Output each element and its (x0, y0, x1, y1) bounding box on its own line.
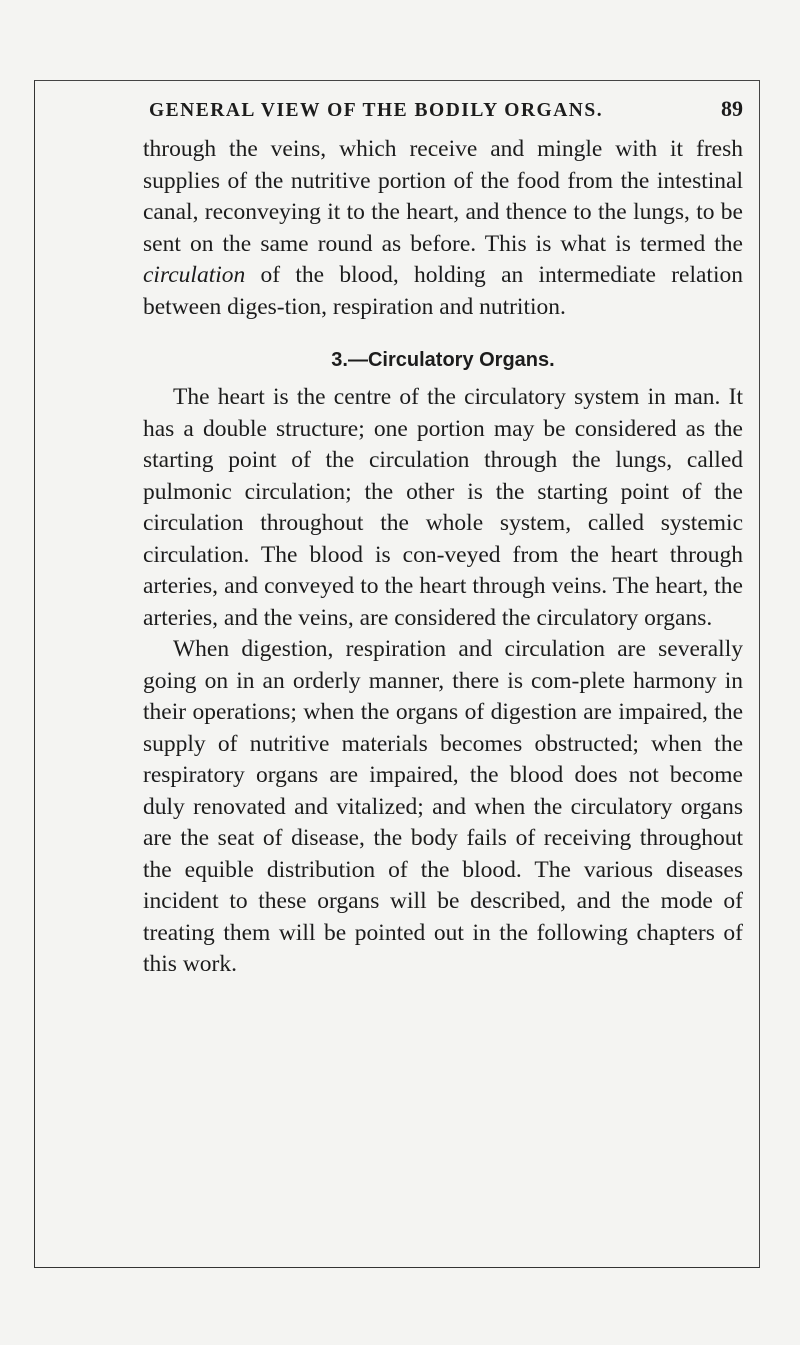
paragraph-harmony: When digestion, respiration and circulation are severally going on in an orderly manner, there is com-plete harmony in their operations; when the organs of digestion are impaired, the supply of nutritive materials becomes obstructed; when the respiratory organs are impaired, the blood does not become duly renovated and vitalized; and when the circulatory organs are the seat of disease, the body fails of receiving throughout the equible distribution of the blood. The various diseases incident to these organs will be described, and the mode of treating them will be pointed out in the following chapters of this work. (143, 636, 743, 977)
emphasized-term: circulation (143, 262, 246, 288)
paragraph-circulation-summary (143, 134, 743, 323)
page-number: 89 (721, 96, 743, 121)
section-heading: 3.—Circulatory Organs. (331, 349, 555, 371)
running-head-title: GENERAL VIEW OF THE BODILY ORGANS. (149, 100, 604, 121)
running-head (149, 96, 743, 122)
paragraph-text: through the veins, which receive and mingle with it fresh supplies of the nutritive portion of the food from the intestinal canal, reconveying it to the heart, and thence to the lungs, to be sent on the same round as before. This is what is termed the (143, 136, 743, 257)
page-content (143, 96, 743, 981)
paragraph-heart: The heart is the centre of the circulatory system in man. It has a double structure; one portion may be considered as the starting point of the circulation through the lungs, called pulmonic circulation; the other is the starting point of the circulation throughout the whole system, called systemic circulation. The blood is con-veyed from the heart through arteries, and conveyed to the heart through veins. The heart, the arteries, and the veins, are considered the circulatory organs. (143, 384, 743, 631)
paragraph-text: of the blood, holding an intermediate relation between diges-tion, respiration and nutrition. (143, 262, 743, 320)
